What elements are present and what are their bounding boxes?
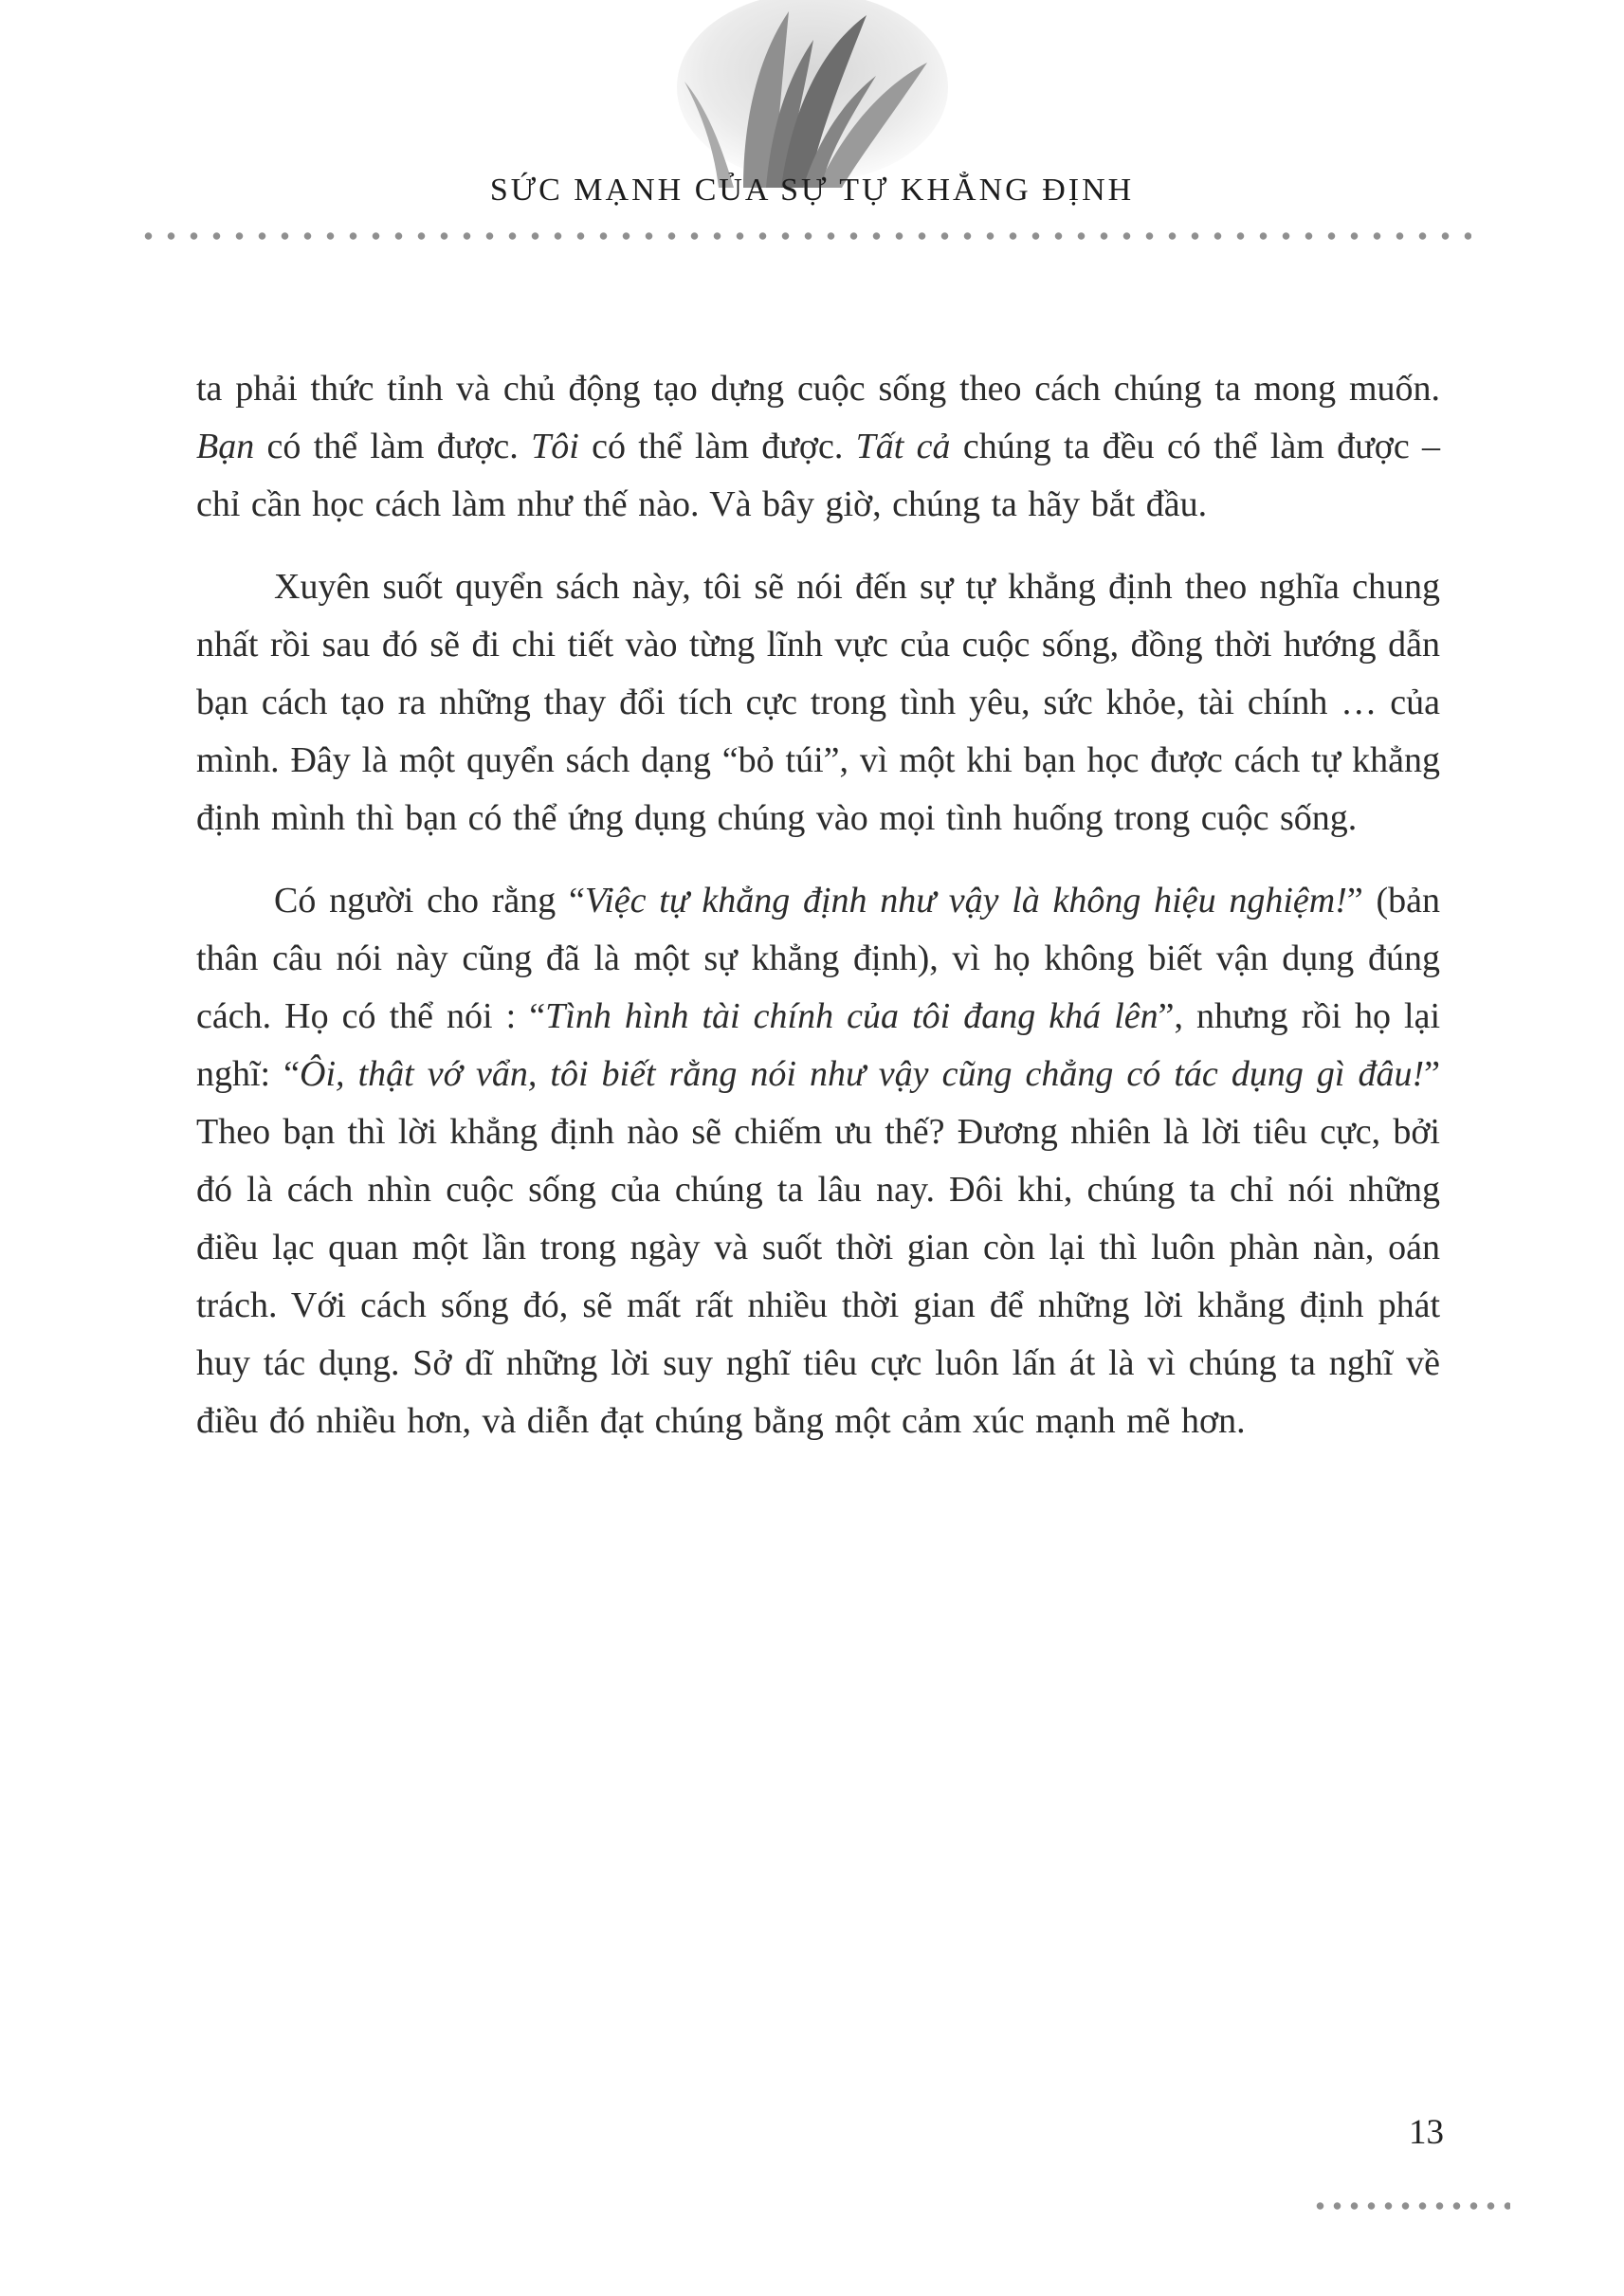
body-text [196,360,1440,1450]
body-text-run: Xuyên suốt quyển sách này, tôi sẽ nói đến sự tự khẳng định theo nghĩa chung nhất rồi sau đó sẽ đi chi tiết vào từng lĩnh vực của cuộc sống, đồng thời hướng dẫn bạn cách tạo ra những thay đổi tích cực trong tình yêu, sức khỏe, tài chính … của mình. Đây là một quyển sách dạng “bỏ túi”, vì một khi bạn học được cách tự khẳng định mình thì bạn có thể ứng dụng chúng vào mọi tình huống trong cuộc sống. [196,567,1440,838]
body-text-run: chúng ta đều có thể làm được – chỉ cần học cách làm như thế nào. Và bây giờ, chúng ta hãy bắt đầu. [196,427,1441,524]
decorative-leaves-image [675,0,950,199]
emphasized-text: Ôi, thật vớ vẩn, tôi biết rằng nói như vậy cũng chẳng có tác dụng gì đâu! [300,1054,1425,1094]
footer-dotted-rule [1316,2201,1510,2211]
body-text-run: có thể làm được. [578,427,856,466]
emphasized-text: Tôi [531,427,579,466]
paragraph-1 [196,360,1440,534]
body-text-run: ”, nhưng rồi họ lại nghĩ: “ [196,996,1441,1094]
emphasized-text: Việc tự khẳng định như vậy là không hiệu nghiệm! [584,881,1347,920]
chapter-title: SỨC MẠNH CỦA SỰ TỰ KHẲNG ĐỊNH [489,173,1135,208]
emphasized-text: Tất cả [855,427,951,466]
leaves-photo-icon [675,0,950,194]
emphasized-text: Bạn [196,427,255,466]
body-text-run: Có người cho rằng “ [274,881,585,920]
body-text-run: ” (bản thân câu nói này cũng đã là một sự khẳng định), vì họ không biết vận dụng đúng cách. Họ có thể nói : “ [196,881,1440,1036]
body-text-run: ” Theo bạn thì lời khẳng định nào sẽ chiếm ưu thế? Đương nhiên là lời tiêu cực, bởi đó là cách nhìn cuộc sống của chúng ta lâu nay. Đôi khi, chúng ta chỉ nói những điều lạc quan một lần trong ngày và suốt thời gian còn lại thì luôn phàn nàn, oán trách. Với cách sống đó, sẽ mất rất nhiều thời gian để những lời khẳng định phát huy tác dụng. Sở dĩ những lời suy nghĩ tiêu cực luôn lấn át là vì chúng ta nghĩ về điều đó nhiều hơn, và diễn đạt chúng bằng một cảm xúc mạnh mẽ hơn. [196,1054,1441,1441]
paragraph-3 [196,872,1440,1450]
emphasized-text: Tình hình tài chính của tôi đang khá lên [545,996,1159,1036]
paragraph-2 [196,558,1440,847]
page-number: 13 [1409,2113,1444,2152]
body-text-run: ta phải thức tỉnh và chủ động tạo dựng cuộc sống theo cách chúng ta mong muốn. [196,369,1440,409]
body-text-run: có thể làm được. [254,427,532,466]
header-dotted-rule [144,231,1471,241]
